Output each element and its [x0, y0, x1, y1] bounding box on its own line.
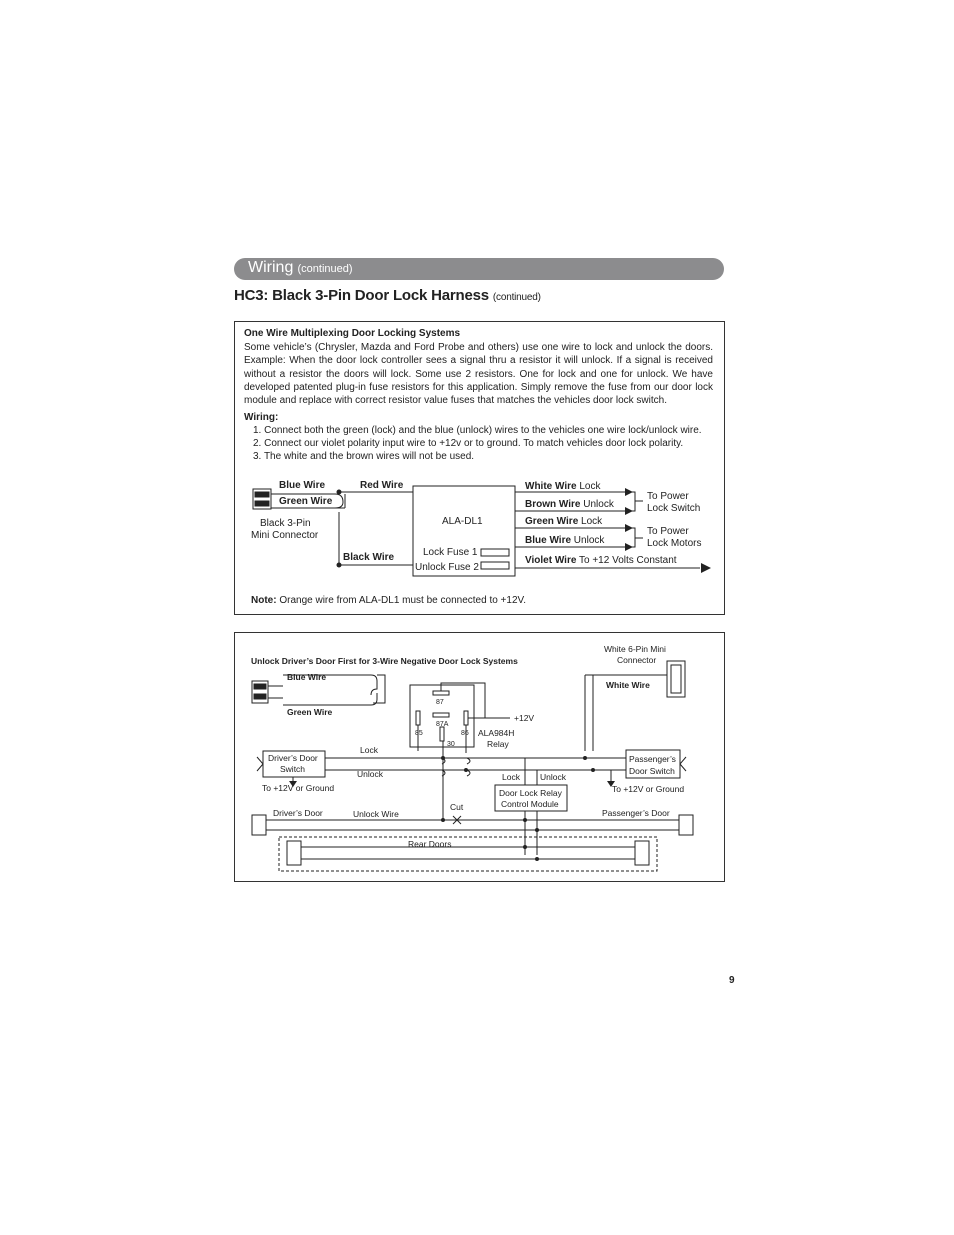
note-label: Note: [251, 595, 277, 606]
section-banner [234, 258, 724, 280]
one-wire-box [234, 321, 725, 615]
svg-text:Green Wire Lock [525, 516, 603, 527]
label-unlock-fuse: Unlock Fuse 2 [415, 562, 479, 573]
label-lock: Lock [360, 745, 378, 755]
section-name: Wiring [248, 259, 294, 276]
note [251, 594, 526, 607]
label-violet-fn: To +12 Volts Constant [576, 555, 677, 566]
label-passengers-door: Passenger’s Door [602, 808, 670, 818]
label-pin-86: 86 [461, 730, 469, 737]
label-black-wire: Black Wire [343, 552, 395, 563]
wiring-step-1: 1. Connect both the green (lock) and the blue (unlock) wires to the vehicles one wire lock/unlock wire. [253, 425, 702, 436]
section-suffix: (continued) [297, 263, 353, 275]
svg-text:White Wire Lock [525, 481, 601, 492]
box2-title: Unlock Driver’s Door First for 3-Wire Negative Door Lock Systems [251, 656, 518, 666]
wiring-step-2: 2. Connect our violet polarity input wire to +12v or to ground. To match vehicles door lock polarity. [253, 438, 684, 449]
label-lock-fuse: Lock Fuse 1 [423, 547, 478, 558]
wiring-step-3: 3. The white and the brown wires will not be used. [253, 451, 475, 462]
label-connector-1: Black 3-Pin [260, 518, 311, 529]
three-wire-diagram [235, 633, 724, 881]
label-rear-doors: Rear Doors [408, 839, 452, 849]
label-lock-small: Lock [502, 772, 520, 782]
label-driver-switch-2: Switch [280, 764, 306, 774]
label-relay-1: ALA984H [478, 728, 515, 738]
label-violet-wire: Violet Wire [525, 555, 577, 566]
label-to-power-switch-1: To Power [647, 491, 689, 502]
label-connector-2: Mini Connector [251, 530, 319, 541]
label-green-wire: Green Wire [279, 496, 333, 507]
label-pass-switch-2: Door Switch [629, 766, 675, 776]
label-white-wire: White Wire [525, 481, 577, 492]
label-green-fn: Lock [578, 516, 603, 527]
one-wire-diagram [235, 322, 724, 614]
label-pin-87a: 87A [436, 721, 449, 728]
label-unlock-wire: Unlock Wire [353, 809, 399, 819]
svg-text:Brown Wire Unlock [525, 499, 615, 510]
page-title-suffix: (continued) [492, 292, 541, 303]
page-title [234, 287, 541, 304]
label-red-wire: Red Wire [360, 480, 404, 491]
label-brown-wire: Brown Wire [525, 499, 581, 510]
label-to12-right: To +12V or Ground [612, 784, 685, 794]
label-cut: Cut [450, 802, 464, 812]
label-dlrcm-1: Door Lock Relay [499, 788, 562, 798]
label-blue-wire-2: Blue Wire [287, 672, 327, 682]
label-white-wire-2: White Wire [606, 680, 650, 690]
label-drivers-door: Driver’s Door [273, 808, 323, 818]
label-white-conn-1: White 6-Pin Mini [604, 644, 666, 654]
label-pin-30: 30 [447, 741, 455, 748]
label-unlock: Unlock [357, 769, 383, 779]
svg-text:Blue Wire Unlock [525, 535, 605, 546]
label-green-wire-2: Green Wire [287, 707, 333, 717]
label-to-power-motors-2: Lock Motors [647, 538, 702, 549]
label-to-power-switch-2: Lock Switch [647, 503, 701, 514]
label-white-fn: Lock [576, 481, 601, 492]
svg-text:Violet Wire To +12 Volts Const [525, 555, 677, 566]
box1-paragraph: Some vehicle’s (Chrysler, Mazda and Ford Probe and others) use one wire to lock and unlock the doors. Example: When the door lock controller sees a signal thru a resistor it will unlock. If a signal is received without a resistor the doors will lock. Some use 2 resistors. One for lock and one for unlock. We have developed patented plug-in fuse resistors for this application. Simply remove the fuse from our door lock module and replace with correct resistor value fuses that matches the vehicles door lock switch. [244, 342, 713, 407]
page-title-text: HC3: Black 3-Pin Door Lock Harness [234, 287, 489, 304]
label-to12-left: To +12V or Ground [262, 783, 335, 793]
box1-heading: One Wire Multiplexing Door Locking Systems [244, 328, 461, 339]
label-white-conn-2: Connector [617, 655, 657, 665]
label-pin-87: 87 [436, 699, 444, 706]
label-plus12v: +12V [514, 713, 535, 723]
note-text: Orange wire from ALA-DL1 must be connected to +12V. [276, 595, 527, 606]
label-blue-wire: Blue Wire [279, 480, 326, 491]
label-dlrcm-2: Control Module [501, 799, 559, 809]
label-pass-switch-1: Passenger’s [629, 754, 676, 764]
label-brown-fn: Unlock [580, 499, 614, 510]
label-relay-2: Relay [487, 739, 509, 749]
label-blue-wire-r: Blue Wire [525, 535, 572, 546]
label-blue-fn: Unlock [571, 535, 605, 546]
label-pin-85: 85 [415, 730, 423, 737]
label-green-wire-r: Green Wire [525, 516, 579, 527]
label-to-power-motors-1: To Power [647, 526, 689, 537]
label-driver-switch-1: Driver’s Door [268, 753, 318, 763]
label-module: ALA-DL1 [442, 516, 483, 527]
label-unlock-small: Unlock [540, 772, 566, 782]
wiring-label: Wiring: [244, 412, 279, 423]
three-wire-box [234, 632, 725, 882]
page-number: 9 [729, 975, 735, 986]
section-title [248, 259, 353, 277]
